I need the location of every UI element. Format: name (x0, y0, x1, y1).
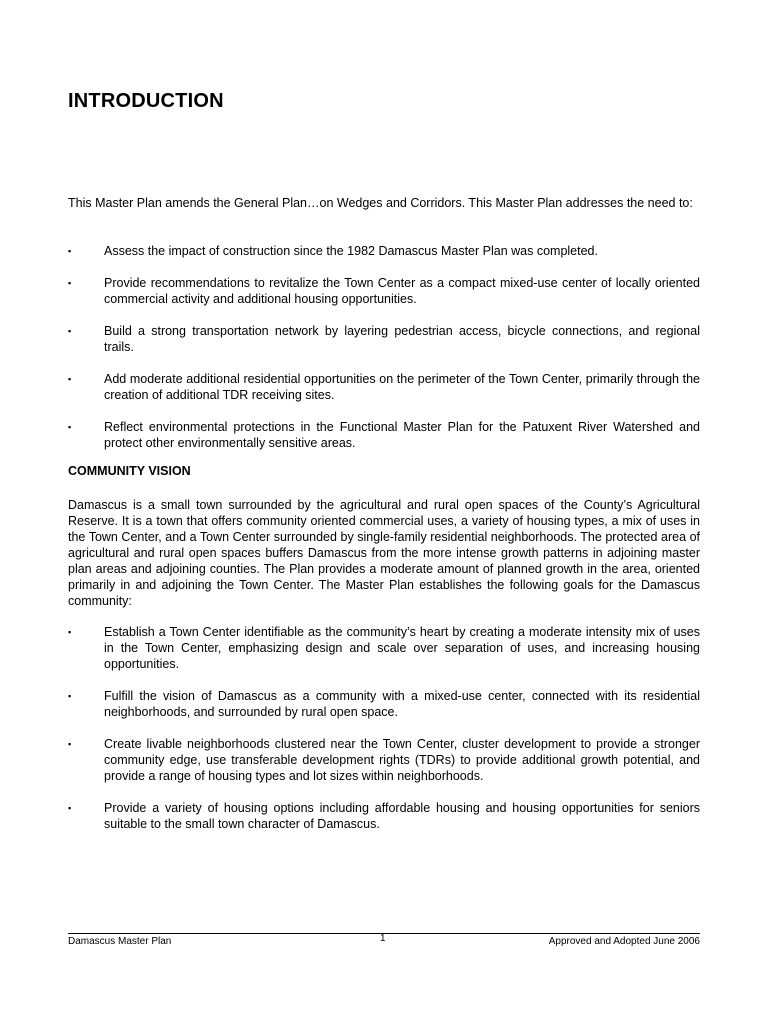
list-item-text: Create livable neighborhoods clustered near the Town Center, cluster development to provide a stronger community edge, use transferable development rights (TDRs) to provide additional growth potential, and provide a range of housing types and lot sizes within neighborhoods. (104, 737, 700, 783)
list-item (68, 688, 700, 720)
list-item (68, 624, 700, 672)
list-item (68, 419, 700, 451)
list-item (68, 736, 700, 784)
list-item-text: Provide recommendations to revitalize the Town Center as a compact mixed-use center of locally oriented commercial activity and additional housing opportunities. (104, 276, 700, 306)
bullet-icon: ▪ (68, 691, 72, 701)
list-item-text: Build a strong transportation network by layering pedestrian access, bicycle connections, and regional trails. (104, 324, 700, 354)
bullet-icon: ▪ (68, 803, 72, 813)
bullet-icon: ▪ (68, 422, 72, 432)
list-item-text: Reflect environmental protections in the Functional Master Plan for the Patuxent River Watershed and protect other environmentally sensitive areas. (104, 420, 700, 450)
goals-bullet-list (68, 624, 700, 848)
list-item (68, 371, 700, 403)
footer-adoption-date: Approved and Adopted June 2006 (548, 936, 700, 947)
bullet-icon: ▪ (68, 246, 72, 256)
footer-document-title: Damascus Master Plan (68, 936, 172, 947)
list-item (68, 800, 700, 832)
list-item-text: Establish a Town Center identifiable as the community’s heart by creating a moderate intensity mix of uses in the Town Center, emphasizing design and scale over separation of uses, and increasing housing opportunities. (104, 625, 700, 671)
list-item (68, 323, 700, 355)
bullet-icon: ▪ (68, 739, 72, 749)
list-item-text: Provide a variety of housing options including affordable housing and housing opportunities for seniors suitable to the small town character of Damascus. (104, 801, 700, 831)
list-item-text: Add moderate additional residential opportunities on the perimeter of the Town Center, primarily through the creation of additional TDR receiving sites. (104, 372, 700, 402)
bullet-icon: ▪ (68, 278, 72, 288)
list-item (68, 275, 700, 307)
bullet-icon: ▪ (68, 326, 72, 336)
list-item-text: Assess the impact of construction since the 1982 Damascus Master Plan was completed. (104, 244, 598, 258)
bullet-icon: ▪ (68, 374, 72, 384)
community-vision-paragraph: Damascus is a small town surrounded by the agricultural and rural open spaces of the County’s Agricultural Reserve. It is a town that offers community oriented commercial uses, a variety of housing types, a mix of uses in the Town Center, and a Town Center surrounded by single-family residential neighborhoods. The protected area of agricultural and rural open spaces buffers Damascus from the more intense growth patterns in adjoining master plan areas and adjoining counties. The Plan provides a moderate amount of planned growth in the area, oriented primarily in and adjoining the Town Center. The Master Plan establishes the following goals for the Damascus community: (68, 498, 700, 608)
list-item (68, 243, 700, 259)
page-title: INTRODUCTION (68, 90, 224, 112)
footer-page-number: 1 (380, 933, 386, 944)
community-vision-heading: COMMUNITY VISION (68, 464, 191, 478)
intro-paragraph: This Master Plan amends the General Plan…on Wedges and Corridors. This Master Plan addresses the need to: (68, 196, 693, 210)
list-item-text: Fulfill the vision of Damascus as a community with a mixed-use center, connected with its residential neighborhoods, and surrounded by rural open space. (104, 689, 700, 719)
intro-bullet-list (68, 243, 700, 467)
bullet-icon: ▪ (68, 627, 72, 637)
